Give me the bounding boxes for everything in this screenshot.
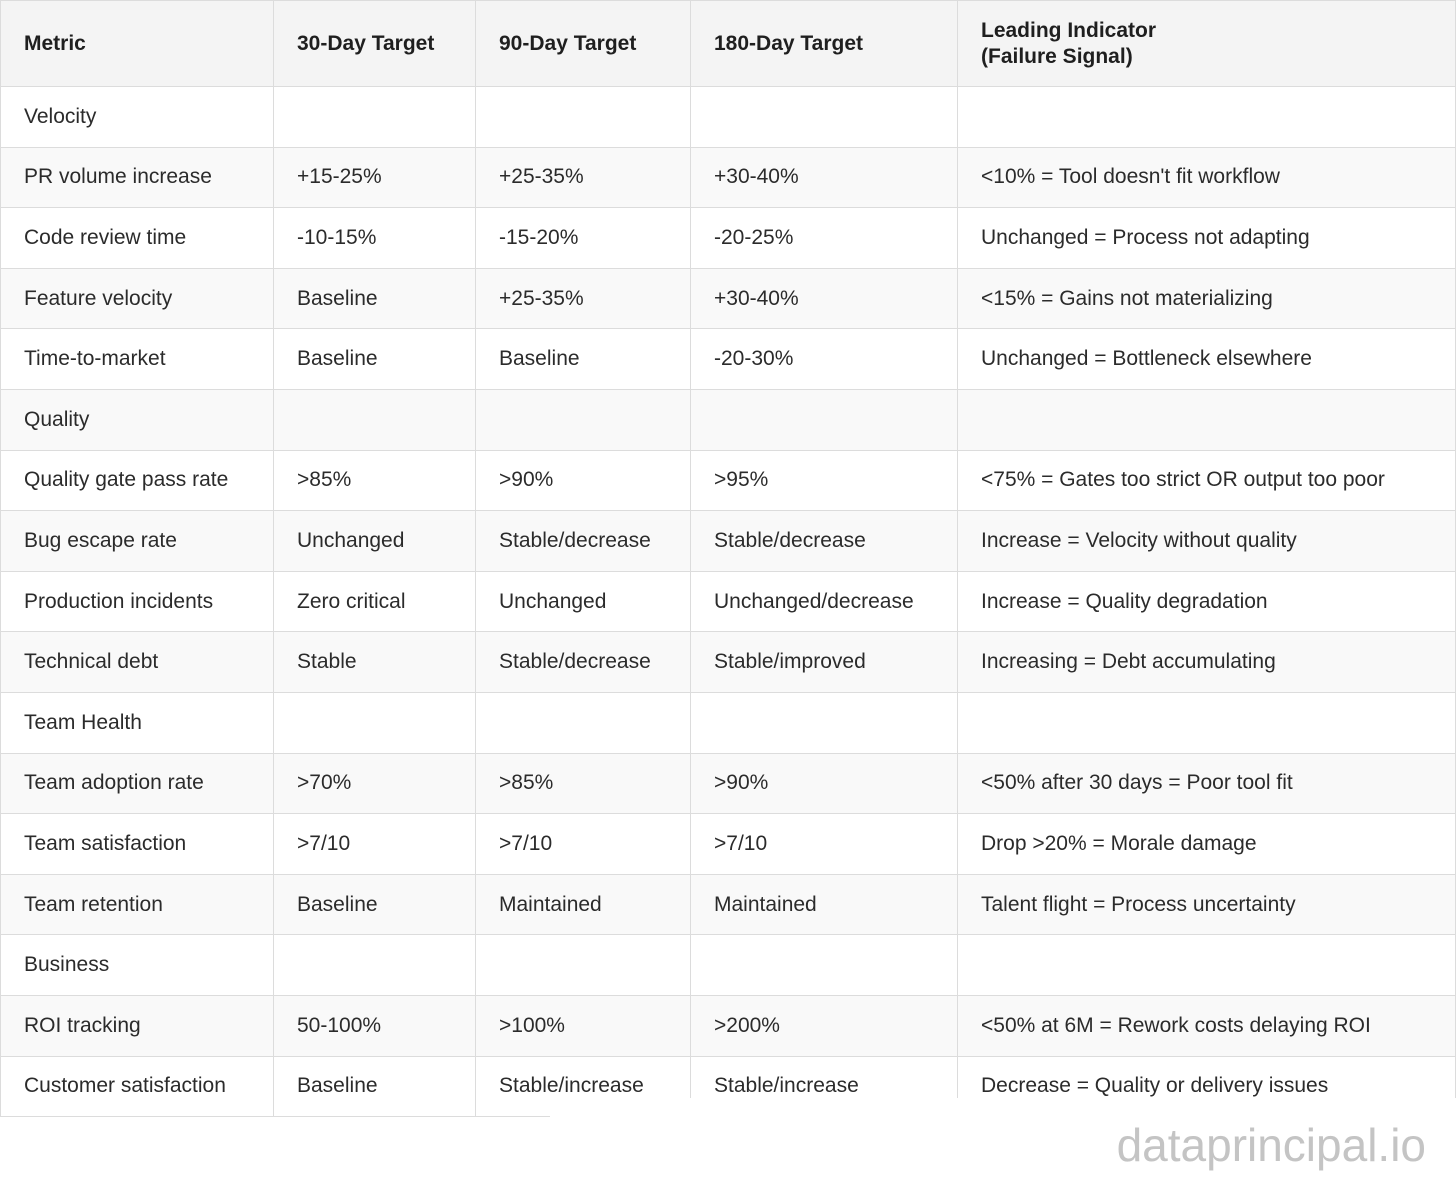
cell-leading-indicator: <50% at 6M = Rework costs delaying ROI	[958, 995, 1456, 1056]
cell-target-180-day: -20-25%	[691, 208, 958, 269]
cell-leading-indicator: Decrease = Quality or delivery issues	[958, 1056, 1456, 1117]
cell-target-30-day	[274, 87, 476, 148]
cell-target-30-day	[274, 935, 476, 996]
section-row	[1, 935, 1456, 996]
section-label: Business	[1, 935, 274, 996]
cell-target-90-day: +25-35%	[476, 147, 691, 208]
cell-leading-indicator: <10% = Tool doesn't fit workflow	[958, 147, 1456, 208]
cell-target-90-day: Stable/increase	[476, 1056, 691, 1117]
watermark: dataprincipal.io	[1116, 1119, 1426, 1171]
cell-target-180-day: >90%	[691, 753, 958, 814]
cell-target-90-day: Maintained	[476, 874, 691, 935]
table-row	[1, 329, 1456, 390]
cell-leading-indicator	[958, 87, 1456, 148]
cell-metric: Feature velocity	[1, 268, 274, 329]
table-row	[1, 571, 1456, 632]
cell-metric: Team adoption rate	[1, 753, 274, 814]
cell-leading-indicator	[958, 935, 1456, 996]
cell-target-180-day: >200%	[691, 995, 958, 1056]
cell-leading-indicator	[958, 389, 1456, 450]
cell-target-180-day: Stable/improved	[691, 632, 958, 693]
cell-metric: Code review time	[1, 208, 274, 269]
cell-target-30-day: Baseline	[274, 268, 476, 329]
cell-leading-indicator: <75% = Gates too strict OR output too poor	[958, 450, 1456, 511]
cell-leading-indicator: Talent flight = Process uncertainty	[958, 874, 1456, 935]
table-row	[1, 814, 1456, 875]
cell-leading-indicator: <15% = Gains not materializing	[958, 268, 1456, 329]
cell-target-90-day: -15-20%	[476, 208, 691, 269]
cell-target-180-day: Stable/decrease	[691, 511, 958, 572]
cell-target-90-day: Stable/decrease	[476, 632, 691, 693]
table-row	[1, 632, 1456, 693]
cell-target-180-day	[691, 692, 958, 753]
header-label: 30-Day Target	[297, 31, 435, 55]
cell-target-30-day: Baseline	[274, 1056, 476, 1117]
cell-target-30-day: +15-25%	[274, 147, 476, 208]
cell-leading-indicator: Increasing = Debt accumulating	[958, 632, 1456, 693]
section-label: Velocity	[1, 87, 274, 148]
cell-target-30-day: -10-15%	[274, 208, 476, 269]
cell-target-30-day: Baseline	[274, 329, 476, 390]
cell-target-30-day: Unchanged	[274, 511, 476, 572]
cell-target-180-day: >7/10	[691, 814, 958, 875]
cell-metric: PR volume increase	[1, 147, 274, 208]
cell-metric: Bug escape rate	[1, 511, 274, 572]
cell-metric: Time-to-market	[1, 329, 274, 390]
section-row	[1, 87, 1456, 148]
table-row	[1, 995, 1456, 1056]
section-label: Quality	[1, 389, 274, 450]
cell-target-90-day: +25-35%	[476, 268, 691, 329]
cell-target-180-day	[691, 389, 958, 450]
cell-leading-indicator: Increase = Quality degradation	[958, 571, 1456, 632]
cell-target-90-day	[476, 935, 691, 996]
table-row	[1, 874, 1456, 935]
cell-target-90-day	[476, 389, 691, 450]
table-header-row	[1, 1, 1456, 87]
table-row	[1, 147, 1456, 208]
cell-leading-indicator	[958, 692, 1456, 753]
cell-target-90-day	[476, 692, 691, 753]
cell-leading-indicator: <50% after 30 days = Poor tool fit	[958, 753, 1456, 814]
cell-target-90-day	[476, 87, 691, 148]
header-90-day-target	[476, 1, 691, 87]
header-30-day-target	[274, 1, 476, 87]
table-row	[1, 511, 1456, 572]
cell-metric: Team retention	[1, 874, 274, 935]
table-row	[1, 268, 1456, 329]
cell-target-180-day: Stable/increase	[691, 1056, 958, 1117]
cell-leading-indicator: Unchanged = Bottleneck elsewhere	[958, 329, 1456, 390]
cell-target-30-day: Zero critical	[274, 571, 476, 632]
header-sublabel: (Failure Signal)	[981, 44, 1133, 68]
cell-leading-indicator: Unchanged = Process not adapting	[958, 208, 1456, 269]
header-label: 90-Day Target	[499, 31, 637, 55]
section-label: Team Health	[1, 692, 274, 753]
cell-target-180-day: Maintained	[691, 874, 958, 935]
cell-target-90-day: Unchanged	[476, 571, 691, 632]
cell-target-90-day: >85%	[476, 753, 691, 814]
section-row	[1, 692, 1456, 753]
header-leading-indicator	[958, 1, 1456, 87]
cell-target-180-day: -20-30%	[691, 329, 958, 390]
header-metric	[1, 1, 274, 87]
cell-target-90-day: >100%	[476, 995, 691, 1056]
cell-target-30-day: Baseline	[274, 874, 476, 935]
cell-leading-indicator: Increase = Velocity without quality	[958, 511, 1456, 572]
cell-target-90-day: Stable/decrease	[476, 511, 691, 572]
cell-target-30-day: >85%	[274, 450, 476, 511]
cell-metric: Technical debt	[1, 632, 274, 693]
cell-target-90-day: >90%	[476, 450, 691, 511]
cell-target-30-day	[274, 692, 476, 753]
section-row	[1, 389, 1456, 450]
table-row	[1, 753, 1456, 814]
cell-target-180-day: >95%	[691, 450, 958, 511]
cell-target-90-day: >7/10	[476, 814, 691, 875]
cell-metric: Customer satisfaction	[1, 1056, 274, 1117]
table-row	[1, 450, 1456, 511]
cell-target-30-day: Stable	[274, 632, 476, 693]
header-label: 180-Day Target	[714, 31, 864, 55]
cell-target-180-day	[691, 87, 958, 148]
header-label: Leading Indicator	[981, 18, 1157, 42]
cell-target-180-day: Unchanged/decrease	[691, 571, 958, 632]
cell-target-180-day: +30-40%	[691, 268, 958, 329]
cell-metric: Team satisfaction	[1, 814, 274, 875]
table-row	[1, 208, 1456, 269]
cell-target-30-day: >70%	[274, 753, 476, 814]
cell-target-30-day: >7/10	[274, 814, 476, 875]
cell-metric: Quality gate pass rate	[1, 450, 274, 511]
header-label: Metric	[24, 31, 86, 55]
cell-target-180-day: +30-40%	[691, 147, 958, 208]
cell-metric: Production incidents	[1, 571, 274, 632]
cell-target-90-day: Baseline	[476, 329, 691, 390]
cell-target-30-day: 50-100%	[274, 995, 476, 1056]
cell-target-180-day	[691, 935, 958, 996]
cell-leading-indicator: Drop >20% = Morale damage	[958, 814, 1456, 875]
cell-target-30-day	[274, 389, 476, 450]
header-180-day-target	[691, 1, 958, 87]
cell-metric: ROI tracking	[1, 995, 274, 1056]
